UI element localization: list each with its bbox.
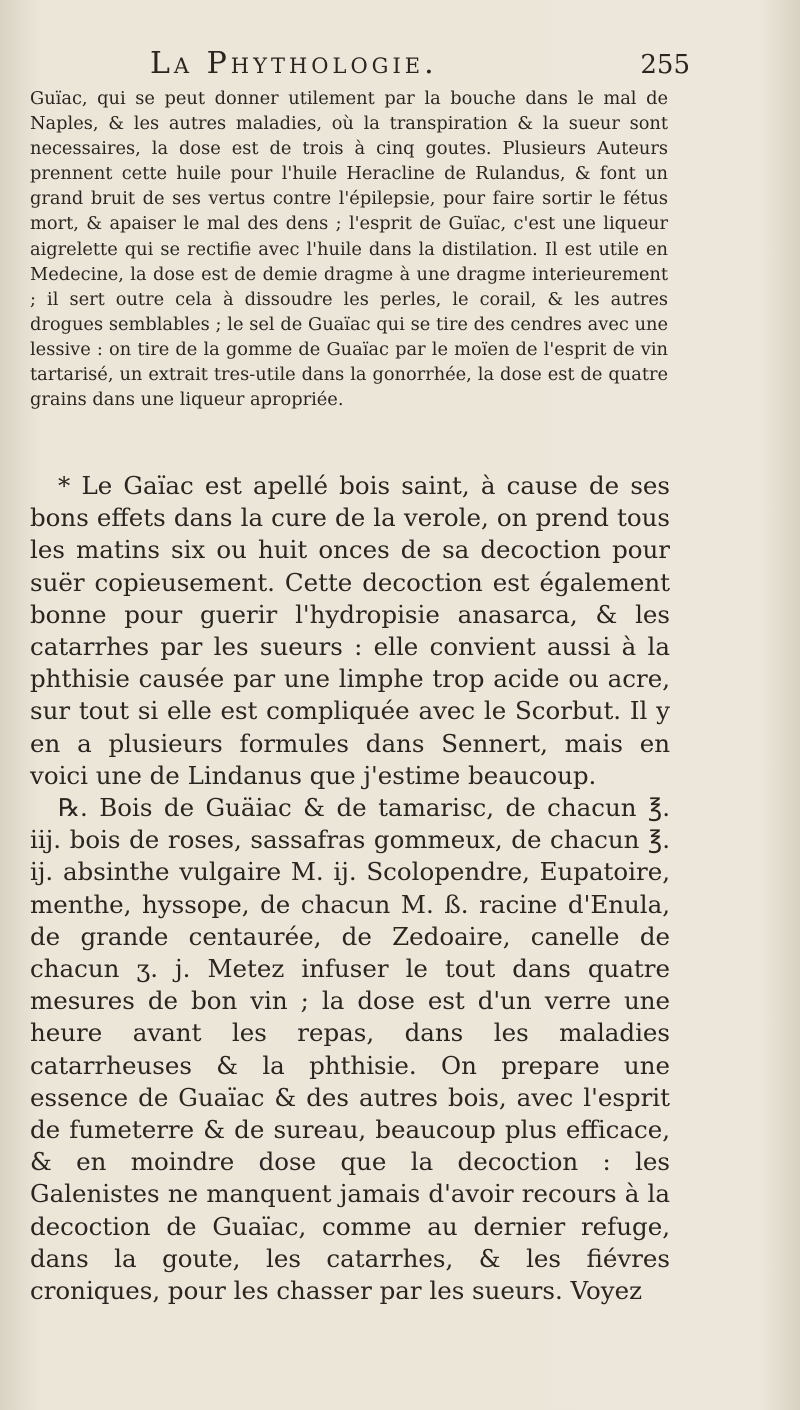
paragraph-bois-saint: * Le Gaïac est apellé bois saint, à cause de ses bons effets dans la cure de la verole, on prend tous les matins six ou huit onces de sa decoction pour suër copieusement. Cette decoction est également bonne pour guerir l'hydropisie anasarca, & les catarrhes par les sueurs : elle convient aussi à la phthisie causée par une limphe trop acide ou acre, sur tout si elle est compliquée avec le Scorbut. Il y en a plusieurs formules dans Sennert, mais en voici une de Lindanus que j'estime beaucoup. xyxy=(30,471,670,790)
small-print-section xyxy=(30,86,668,412)
page-number: 255 xyxy=(640,50,690,80)
running-title: La Phythologie. xyxy=(150,46,438,81)
main-text-section xyxy=(30,470,670,1307)
running-header xyxy=(150,46,690,86)
paragraph-recipe: ℞. Bois de Guäiac & de tamarisc, de chacun ℥. iij. bois de roses, sassafras gommeux, de chacun ℥. ij. absinthe vulgaire M. ij. Scolopendre, Eupatoire, menthe, hyssope, de chacun M. ß. racine d'Enula, de grande centaurée, de Zedoaire, canelle de chacun ʒ. j. Metez infuser le tout dans quatre mesures de bon vin ; la dose est d'un verre une heure avant les repas, dans les maladies catarrheuses & la phthisie. On prepare une essence de Guaïac & des autres bois, avec l'esprit de fumeterre & de sureau, beaucoup plus efficace, & en moindre dose que la decoction : les Galenistes ne manquent jamais d'avoir recours à la decoction de Guaïac, comme au dernier refuge, dans la goute, les catarrhes, & les fiévres croniques, pour les chasser par les sueurs. Voyez xyxy=(30,793,670,1306)
paragraph-guaiac-oil: Guïac, qui se peut donner utilement par la bouche dans le mal de Naples, & les autres maladies, où la transpiration & la sueur sont necessaires, la dose est de trois à cinq goutes. Plusieurs Auteurs prennent cette huile pour l'huile Heracline de Rulandus, & font un grand bruit de ses vertus contre l'épilepsie, pour faire sortir le fétus mort, & apaiser le mal des dens ; l'esprit de Guïac, c'est une liqueur aigrelette qui se rectifie avec l'huile dans la distilation. Il est utile en Medecine, la dose est de demie dragme à une dragme interieurement ; il sert outre cela à dissoudre les perles, le corail, & les autres drogues semblables ; le sel de Guaïac qui se tire des cendres avec une lessive : on tire de la gomme de Guaïac par le moïen de l'esprit de vin tartarisé, un extrait tres-utile dans la gonorrhée, la dose est de quatre grains dans une liqueur apropriée. xyxy=(30,88,668,411)
